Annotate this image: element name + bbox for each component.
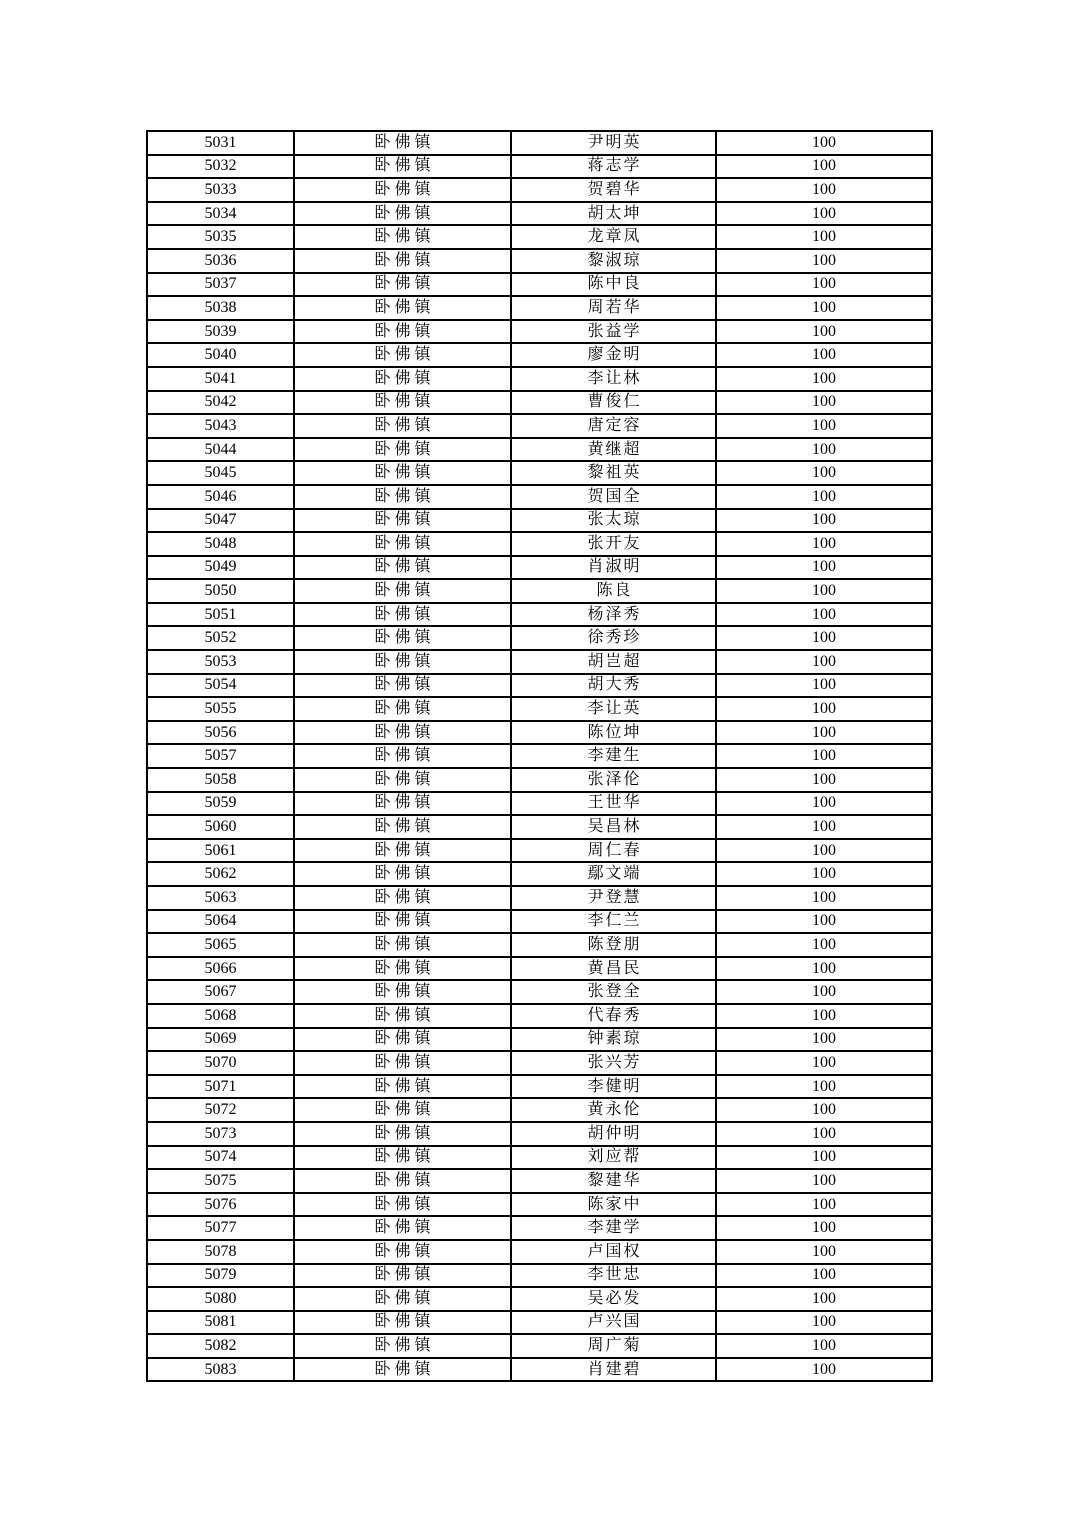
town-cell: 卧佛镇: [294, 839, 511, 863]
town-cell: 卧佛镇: [294, 225, 511, 249]
person-name-cell: 刘应帮: [511, 1146, 716, 1170]
score-cell: 100: [716, 155, 932, 179]
person-name-cell: 尹登慧: [511, 886, 716, 910]
person-name-cell: 黎祖英: [511, 461, 716, 485]
row-id-cell: 5034: [147, 202, 294, 226]
score-cell: 100: [716, 862, 932, 886]
score-cell: 100: [716, 933, 932, 957]
table-row: [147, 178, 932, 202]
town-cell: 卧佛镇: [294, 603, 511, 627]
row-id-cell: 5047: [147, 509, 294, 533]
town-cell: 卧佛镇: [294, 1075, 511, 1099]
score-cell: 100: [716, 391, 932, 415]
person-name-cell: 钟素琼: [511, 1028, 716, 1052]
town-cell: 卧佛镇: [294, 1028, 511, 1052]
person-name-cell: 蒋志学: [511, 155, 716, 179]
town-cell: 卧佛镇: [294, 1146, 511, 1170]
table-row: [147, 957, 932, 981]
table-row: [147, 438, 932, 462]
town-cell: 卧佛镇: [294, 320, 511, 344]
town-cell: 卧佛镇: [294, 202, 511, 226]
score-cell: 100: [716, 556, 932, 580]
score-cell: 100: [716, 1264, 932, 1288]
row-id-cell: 5067: [147, 980, 294, 1004]
town-cell: 卧佛镇: [294, 721, 511, 745]
score-cell: 100: [716, 1028, 932, 1052]
person-name-cell: 卢国权: [511, 1240, 716, 1264]
score-cell: 100: [716, 1287, 932, 1311]
row-id-cell: 5046: [147, 485, 294, 509]
person-name-cell: 陈登朋: [511, 933, 716, 957]
row-id-cell: 5035: [147, 225, 294, 249]
row-id-cell: 5040: [147, 343, 294, 367]
person-name-cell: 曹俊仁: [511, 391, 716, 415]
table-row: [147, 391, 932, 415]
score-cell: 100: [716, 532, 932, 556]
score-cell: 100: [716, 626, 932, 650]
row-id-cell: 5077: [147, 1216, 294, 1240]
table-row: [147, 650, 932, 674]
score-cell: 100: [716, 1146, 932, 1170]
town-cell: 卧佛镇: [294, 1334, 511, 1358]
person-name-cell: 李让林: [511, 367, 716, 391]
table-row: [147, 273, 932, 297]
person-name-cell: 张泽伦: [511, 768, 716, 792]
row-id-cell: 5032: [147, 155, 294, 179]
person-name-cell: 贺国全: [511, 485, 716, 509]
score-cell: 100: [716, 650, 932, 674]
town-cell: 卧佛镇: [294, 1098, 511, 1122]
row-id-cell: 5062: [147, 862, 294, 886]
person-name-cell: 代春秀: [511, 1004, 716, 1028]
row-id-cell: 5044: [147, 438, 294, 462]
person-name-cell: 吴昌林: [511, 815, 716, 839]
score-cell: 100: [716, 343, 932, 367]
score-cell: 100: [716, 1193, 932, 1217]
score-cell: 100: [716, 414, 932, 438]
row-id-cell: 5069: [147, 1028, 294, 1052]
town-cell: 卧佛镇: [294, 886, 511, 910]
row-id-cell: 5036: [147, 249, 294, 273]
person-name-cell: 张开友: [511, 532, 716, 556]
score-cell: 100: [716, 839, 932, 863]
person-name-cell: 胡仲明: [511, 1122, 716, 1146]
town-cell: 卧佛镇: [294, 1216, 511, 1240]
town-cell: 卧佛镇: [294, 933, 511, 957]
town-cell: 卧佛镇: [294, 626, 511, 650]
person-name-cell: 李建学: [511, 1216, 716, 1240]
table-row: [147, 1075, 932, 1099]
score-cell: 100: [716, 1311, 932, 1335]
person-name-cell: 周仁春: [511, 839, 716, 863]
table-row: [147, 202, 932, 226]
person-name-cell: 廖金明: [511, 343, 716, 367]
score-cell: 100: [716, 721, 932, 745]
row-id-cell: 5053: [147, 650, 294, 674]
town-cell: 卧佛镇: [294, 957, 511, 981]
table-row: [147, 343, 932, 367]
table-row: [147, 839, 932, 863]
row-id-cell: 5066: [147, 957, 294, 981]
table-row: [147, 815, 932, 839]
roster-table-body: [147, 131, 932, 1381]
table-row: [147, 626, 932, 650]
town-cell: 卧佛镇: [294, 1240, 511, 1264]
row-id-cell: 5057: [147, 744, 294, 768]
town-cell: 卧佛镇: [294, 792, 511, 816]
table-row: [147, 1004, 932, 1028]
score-cell: 100: [716, 225, 932, 249]
person-name-cell: 陈家中: [511, 1193, 716, 1217]
score-cell: 100: [716, 603, 932, 627]
table-row: [147, 579, 932, 603]
row-id-cell: 5055: [147, 697, 294, 721]
table-row: [147, 225, 932, 249]
row-id-cell: 5064: [147, 910, 294, 934]
table-row: [147, 1122, 932, 1146]
town-cell: 卧佛镇: [294, 1169, 511, 1193]
row-id-cell: 5043: [147, 414, 294, 438]
table-row: [147, 1334, 932, 1358]
row-id-cell: 5074: [147, 1146, 294, 1170]
table-row: [147, 320, 932, 344]
person-name-cell: 周广菊: [511, 1334, 716, 1358]
person-name-cell: 李健明: [511, 1075, 716, 1099]
score-cell: 100: [716, 131, 932, 155]
person-name-cell: 杨泽秀: [511, 603, 716, 627]
score-cell: 100: [716, 1098, 932, 1122]
town-cell: 卧佛镇: [294, 1287, 511, 1311]
row-id-cell: 5070: [147, 1051, 294, 1075]
person-name-cell: 李让英: [511, 697, 716, 721]
town-cell: 卧佛镇: [294, 509, 511, 533]
row-id-cell: 5082: [147, 1334, 294, 1358]
score-cell: 100: [716, 579, 932, 603]
table-row: [147, 485, 932, 509]
table-row: [147, 367, 932, 391]
score-cell: 100: [716, 744, 932, 768]
table-row: [147, 1216, 932, 1240]
score-cell: 100: [716, 1004, 932, 1028]
table-row: [147, 1240, 932, 1264]
row-id-cell: 5049: [147, 556, 294, 580]
table-row: [147, 249, 932, 273]
row-id-cell: 5060: [147, 815, 294, 839]
table-row: [147, 1287, 932, 1311]
person-name-cell: 李仁兰: [511, 910, 716, 934]
person-name-cell: 黎建华: [511, 1169, 716, 1193]
score-cell: 100: [716, 1358, 932, 1382]
table-row: [147, 1098, 932, 1122]
roster-table: [146, 130, 933, 1382]
town-cell: 卧佛镇: [294, 697, 511, 721]
person-name-cell: 张益学: [511, 320, 716, 344]
row-id-cell: 5073: [147, 1122, 294, 1146]
town-cell: 卧佛镇: [294, 438, 511, 462]
score-cell: 100: [716, 1169, 932, 1193]
table-row: [147, 1051, 932, 1075]
row-id-cell: 5065: [147, 933, 294, 957]
person-name-cell: 张登全: [511, 980, 716, 1004]
table-row: [147, 414, 932, 438]
town-cell: 卧佛镇: [294, 1004, 511, 1028]
table-row: [147, 1169, 932, 1193]
person-name-cell: 周若华: [511, 296, 716, 320]
row-id-cell: 5081: [147, 1311, 294, 1335]
town-cell: 卧佛镇: [294, 674, 511, 698]
score-cell: 100: [716, 1051, 932, 1075]
row-id-cell: 5045: [147, 461, 294, 485]
town-cell: 卧佛镇: [294, 391, 511, 415]
score-cell: 100: [716, 438, 932, 462]
town-cell: 卧佛镇: [294, 343, 511, 367]
town-cell: 卧佛镇: [294, 131, 511, 155]
table-row: [147, 980, 932, 1004]
table-row: [147, 1311, 932, 1335]
row-id-cell: 5080: [147, 1287, 294, 1311]
score-cell: 100: [716, 792, 932, 816]
town-cell: 卧佛镇: [294, 273, 511, 297]
town-cell: 卧佛镇: [294, 556, 511, 580]
row-id-cell: 5038: [147, 296, 294, 320]
row-id-cell: 5058: [147, 768, 294, 792]
person-name-cell: 黎淑琼: [511, 249, 716, 273]
row-id-cell: 5078: [147, 1240, 294, 1264]
person-name-cell: 尹明英: [511, 131, 716, 155]
row-id-cell: 5059: [147, 792, 294, 816]
table-row: [147, 1146, 932, 1170]
score-cell: 100: [716, 1075, 932, 1099]
score-cell: 100: [716, 697, 932, 721]
person-name-cell: 黄永伦: [511, 1098, 716, 1122]
town-cell: 卧佛镇: [294, 1311, 511, 1335]
score-cell: 100: [716, 367, 932, 391]
table-row: [147, 556, 932, 580]
table-row: [147, 1358, 932, 1382]
table-row: [147, 886, 932, 910]
score-cell: 100: [716, 957, 932, 981]
table-row: [147, 1028, 932, 1052]
person-name-cell: 张兴芳: [511, 1051, 716, 1075]
row-id-cell: 5072: [147, 1098, 294, 1122]
table-row: [147, 603, 932, 627]
table-row: [147, 296, 932, 320]
row-id-cell: 5048: [147, 532, 294, 556]
town-cell: 卧佛镇: [294, 155, 511, 179]
score-cell: 100: [716, 1122, 932, 1146]
town-cell: 卧佛镇: [294, 249, 511, 273]
table-row: [147, 1264, 932, 1288]
town-cell: 卧佛镇: [294, 910, 511, 934]
town-cell: 卧佛镇: [294, 296, 511, 320]
row-id-cell: 5039: [147, 320, 294, 344]
score-cell: 100: [716, 509, 932, 533]
row-id-cell: 5033: [147, 178, 294, 202]
table-row: [147, 744, 932, 768]
town-cell: 卧佛镇: [294, 1122, 511, 1146]
score-cell: 100: [716, 461, 932, 485]
table-row: [147, 532, 932, 556]
person-name-cell: 胡大秀: [511, 674, 716, 698]
person-name-cell: 龙章凤: [511, 225, 716, 249]
person-name-cell: 李建生: [511, 744, 716, 768]
person-name-cell: 张太琼: [511, 509, 716, 533]
person-name-cell: 陈良: [511, 579, 716, 603]
person-name-cell: 胡岂超: [511, 650, 716, 674]
row-id-cell: 5076: [147, 1193, 294, 1217]
table-row: [147, 509, 932, 533]
score-cell: 100: [716, 1216, 932, 1240]
person-name-cell: 卢兴国: [511, 1311, 716, 1335]
town-cell: 卧佛镇: [294, 414, 511, 438]
score-cell: 100: [716, 249, 932, 273]
score-cell: 100: [716, 674, 932, 698]
town-cell: 卧佛镇: [294, 1264, 511, 1288]
row-id-cell: 5075: [147, 1169, 294, 1193]
row-id-cell: 5061: [147, 839, 294, 863]
person-name-cell: 鄢文端: [511, 862, 716, 886]
town-cell: 卧佛镇: [294, 178, 511, 202]
table-row: [147, 155, 932, 179]
town-cell: 卧佛镇: [294, 980, 511, 1004]
score-cell: 100: [716, 202, 932, 226]
person-name-cell: 肖淑明: [511, 556, 716, 580]
table-row: [147, 933, 932, 957]
person-name-cell: 李世忠: [511, 1264, 716, 1288]
row-id-cell: 5079: [147, 1264, 294, 1288]
town-cell: 卧佛镇: [294, 579, 511, 603]
person-name-cell: 胡太坤: [511, 202, 716, 226]
table-row: [147, 1193, 932, 1217]
person-name-cell: 唐定容: [511, 414, 716, 438]
score-cell: 100: [716, 178, 932, 202]
table-row: [147, 910, 932, 934]
score-cell: 100: [716, 768, 932, 792]
row-id-cell: 5031: [147, 131, 294, 155]
score-cell: 100: [716, 296, 932, 320]
person-name-cell: 肖建碧: [511, 1358, 716, 1382]
person-name-cell: 徐秀珍: [511, 626, 716, 650]
row-id-cell: 5037: [147, 273, 294, 297]
row-id-cell: 5063: [147, 886, 294, 910]
town-cell: 卧佛镇: [294, 532, 511, 556]
table-row: [147, 697, 932, 721]
score-cell: 100: [716, 886, 932, 910]
row-id-cell: 5083: [147, 1358, 294, 1382]
row-id-cell: 5056: [147, 721, 294, 745]
town-cell: 卧佛镇: [294, 768, 511, 792]
row-id-cell: 5052: [147, 626, 294, 650]
person-name-cell: 吴必发: [511, 1287, 716, 1311]
table-row: [147, 721, 932, 745]
town-cell: 卧佛镇: [294, 461, 511, 485]
person-name-cell: 贺碧华: [511, 178, 716, 202]
score-cell: 100: [716, 1240, 932, 1264]
score-cell: 100: [716, 815, 932, 839]
row-id-cell: 5051: [147, 603, 294, 627]
row-id-cell: 5050: [147, 579, 294, 603]
table-row: [147, 461, 932, 485]
town-cell: 卧佛镇: [294, 1193, 511, 1217]
table-row: [147, 674, 932, 698]
town-cell: 卧佛镇: [294, 744, 511, 768]
row-id-cell: 5068: [147, 1004, 294, 1028]
table-row: [147, 768, 932, 792]
row-id-cell: 5054: [147, 674, 294, 698]
row-id-cell: 5041: [147, 367, 294, 391]
person-name-cell: 陈位坤: [511, 721, 716, 745]
score-cell: 100: [716, 980, 932, 1004]
table-row: [147, 131, 932, 155]
town-cell: 卧佛镇: [294, 1051, 511, 1075]
person-name-cell: 王世华: [511, 792, 716, 816]
row-id-cell: 5042: [147, 391, 294, 415]
town-cell: 卧佛镇: [294, 862, 511, 886]
town-cell: 卧佛镇: [294, 650, 511, 674]
town-cell: 卧佛镇: [294, 485, 511, 509]
town-cell: 卧佛镇: [294, 815, 511, 839]
row-id-cell: 5071: [147, 1075, 294, 1099]
score-cell: 100: [716, 320, 932, 344]
score-cell: 100: [716, 273, 932, 297]
table-row: [147, 792, 932, 816]
person-name-cell: 黄继超: [511, 438, 716, 462]
person-name-cell: 陈中良: [511, 273, 716, 297]
town-cell: 卧佛镇: [294, 1358, 511, 1382]
score-cell: 100: [716, 1334, 932, 1358]
person-name-cell: 黄昌民: [511, 957, 716, 981]
table-row: [147, 862, 932, 886]
score-cell: 100: [716, 485, 932, 509]
town-cell: 卧佛镇: [294, 367, 511, 391]
score-cell: 100: [716, 910, 932, 934]
